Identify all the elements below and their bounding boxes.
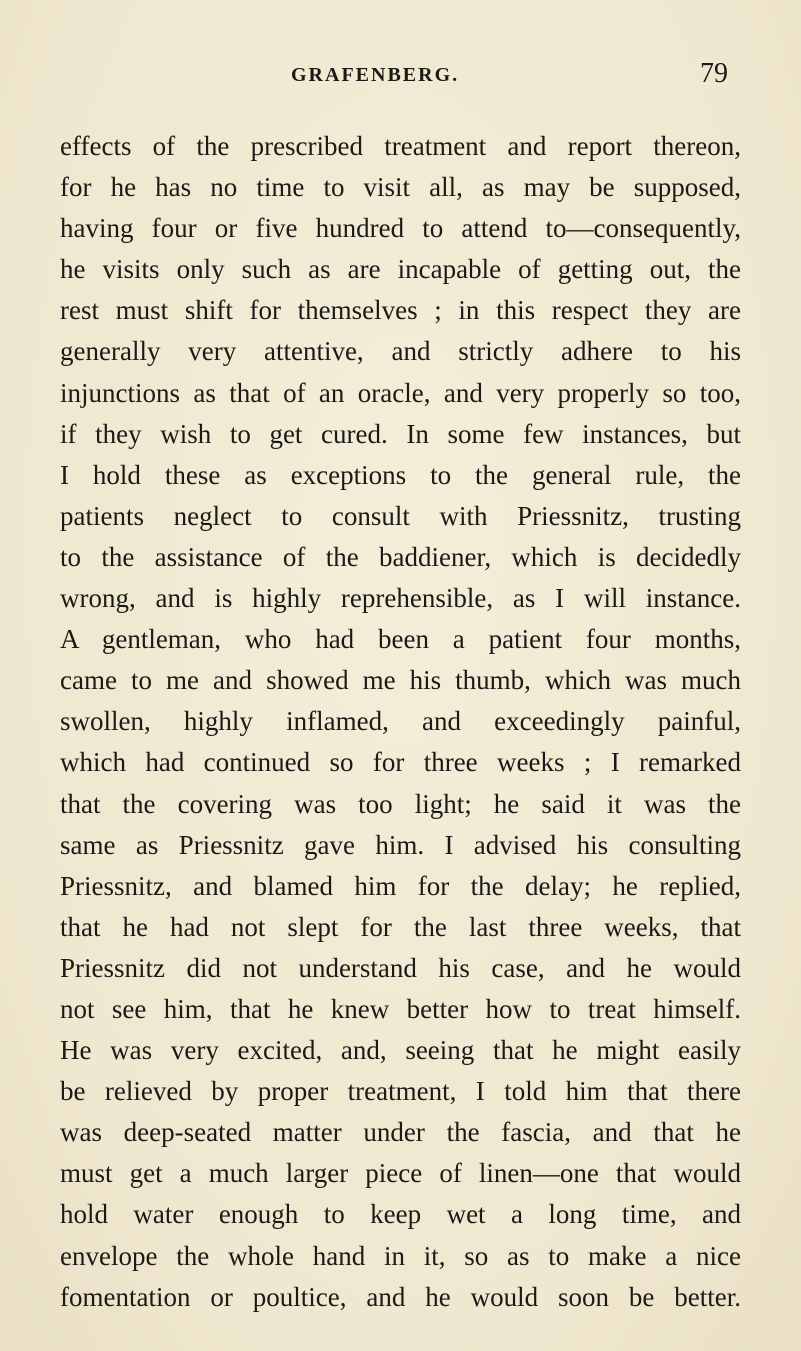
- text-line: for he has no time to visit all, as may be supposed,: [60, 172, 741, 203]
- text-line: be relieved by proper treatment, I told him that there: [60, 1076, 741, 1107]
- text-line: wrong, and is highly reprehensible, as I will instance.: [60, 583, 741, 614]
- text-line: effects of the prescribed treatment and report thereon,: [60, 131, 741, 161]
- text-line: having four or five hundred to attend to—consequently,: [60, 213, 741, 244]
- text-line: fomentation or poultice, and he would soon be better.: [60, 1281, 741, 1312]
- text-line: envelope the whole hand in it, so as to make a nice: [60, 1240, 741, 1271]
- text-line: which had continued so for three weeks ; I remarked: [60, 747, 741, 778]
- text-line: was deep-seated matter under the fascia, and that he: [60, 1117, 741, 1148]
- text-line: he visits only such as are incapable of getting out, the: [60, 254, 741, 285]
- text-line: if they wish to get cured. In some few instances, but: [60, 418, 741, 449]
- text-line: patients neglect to consult with Priessnitz, trusting: [60, 500, 741, 531]
- text-line: generally very attentive, and strictly adhere to his: [60, 336, 741, 367]
- text-line: not see him, that he knew better how to treat himself.: [60, 993, 741, 1024]
- page-number: 79: [700, 58, 728, 89]
- text-line: I hold these as exceptions to the general rule, the: [60, 459, 741, 490]
- text-line: same as Priessnitz gave him. I advised his consulting: [60, 829, 741, 860]
- text-line: to the assistance of the baddiener, which is decidedly: [60, 541, 741, 572]
- text-line: A gentleman, who had been a patient four months,: [60, 624, 741, 655]
- text-line: injunctions as that of an oracle, and very properly so too,: [60, 377, 741, 408]
- text-line: that he had not slept for the last three weeks, that: [60, 911, 741, 942]
- text-line: Priessnitz, and blamed him for the delay; he replied,: [60, 870, 741, 901]
- text-line: hold water enough to keep wet a long time, and: [60, 1199, 741, 1230]
- body-text: [60, 126, 741, 1318]
- running-head: [0, 58, 801, 98]
- text-line: rest must shift for themselves ; in this respect they are: [60, 295, 741, 326]
- running-title: GRAFENBERG.: [291, 64, 460, 86]
- text-line: must get a much larger piece of linen—one that would: [60, 1158, 741, 1189]
- text-line: He was very excited, and, seeing that he might easily: [60, 1035, 741, 1066]
- text-line: Priessnitz did not understand his case, and he would: [60, 952, 741, 983]
- text-line: swollen, highly inflamed, and exceedingly painful,: [60, 706, 741, 737]
- text-line: came to me and showed me his thumb, which was much: [60, 665, 741, 696]
- text-line: that the covering was too light; he said it was the: [60, 788, 741, 819]
